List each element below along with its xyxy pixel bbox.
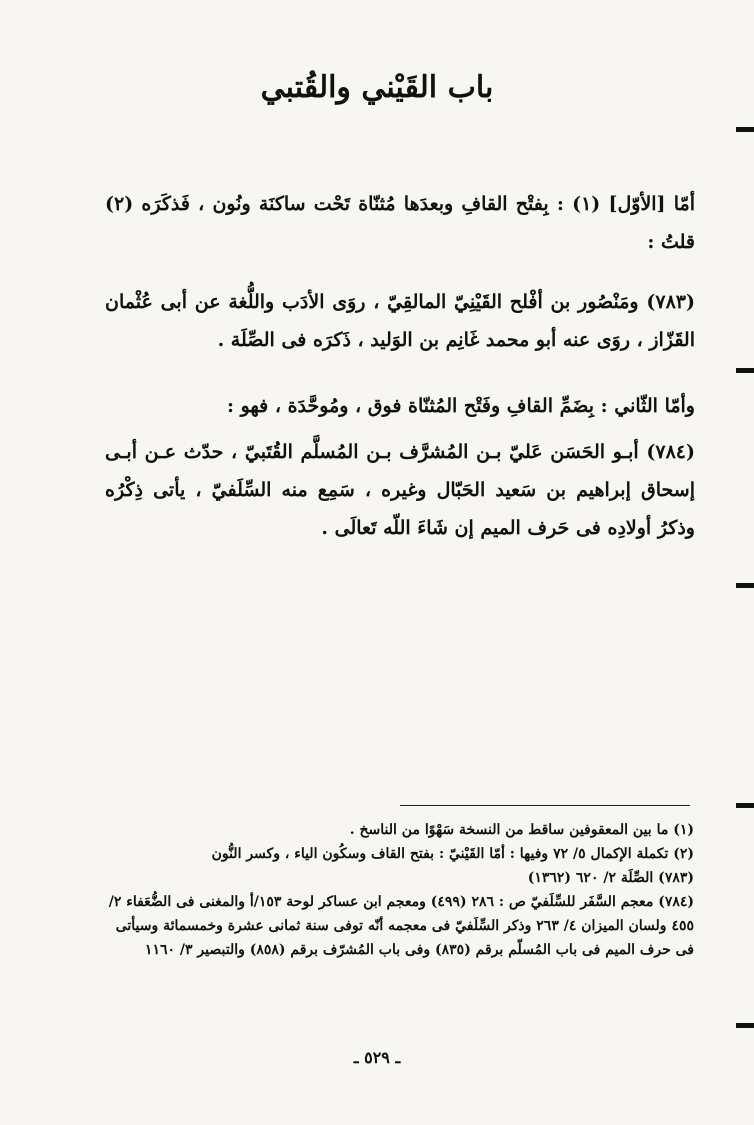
second-section-paragraph: وأمّا الثّاني : بِضَمِّ القافِ وفَتْح المُثنّاة فوق ، ومُوحَّدَة ، فهو : (226, 395, 695, 417)
chapter-title: باب القَيْني والقُتبي (260, 70, 494, 105)
footnotes (100, 818, 694, 962)
edge-mark (736, 127, 754, 132)
footnote-separator (400, 805, 690, 806)
entry-784: (٧٨٤) أبـو الحَسَن عَليّ بـن المُشرَّف بـن المُسلَّم القُتَبيّ ، حدّث عـن أبـى إسحاق إبراهيم بن سَعيد الحَبّال وغيره ، سَمِع منه السِّلَفيّ ، يأتى ذِكْرُه وذكرُ أولادِه فى حَرف الميم إن شَاءَ اللّه تَعالَى . (105, 441, 695, 539)
edge-mark (736, 583, 754, 588)
footnote-2: (٢) تكملة الإكمال ٥/ ٧٢ وفيها : أمّا القَيْنيّ : بفتح القاف وسكُون الياء ، وكسر النُّون (211, 846, 694, 862)
entry-783: (٧٨٣) ومَنْصُور بن أفْلح القَيْنِيّ المالقِيّ ، روَى الأدَب واللُّغة عن أبى عُثْمان القَزّاز ، روَى عنه أبو محمد غَانِم بن الوَليد ، ذَكرَه فى الصِّلَة . (105, 291, 695, 351)
edge-mark (736, 1023, 754, 1028)
page-number: ـ ٥٢٩ ـ (353, 1048, 401, 1067)
edge-mark (736, 803, 754, 808)
edge-mark (736, 368, 754, 373)
intro-paragraph: أمّا [الأوّل] (١) : بِفتْح القافِ وبعدَها مُثنّاة تَحْت ساكنَة ونُون ، فَذكَرَه (٢) قلتُ : (105, 193, 695, 253)
footnote-784: (٧٨٤) معجم السَّفَر للسِّلَفيّ ص : ٢٨٦ (٤٩٩) ومعجم ابن عساكر لوحة ١٥٣/أ والمغنى فى الضُّعَفاء ٢/ ٤٥٥ ولسان الميزان ٤/ ٢٦٣ وذكر السِّلَفيّ فى معجمه أنّه توفى سنة ثمانى عشرة وخمسمائة وسيأتى فى حرف الميم فى باب المُسلّم برقم (٨٣٥) وفى باب المُشرّف برقم (٨٥٨) والتبصير ٣/ ١١٦٠ (108, 894, 694, 958)
footnote-1: (١) ما بين المعقوفين ساقط من النسخة سَهْوًا من الناسخ . (349, 822, 694, 838)
footnote-783: (٧٨٣) الصِّلَة ٢/ ٦٢٠ (١٣٦٢) (527, 870, 694, 886)
